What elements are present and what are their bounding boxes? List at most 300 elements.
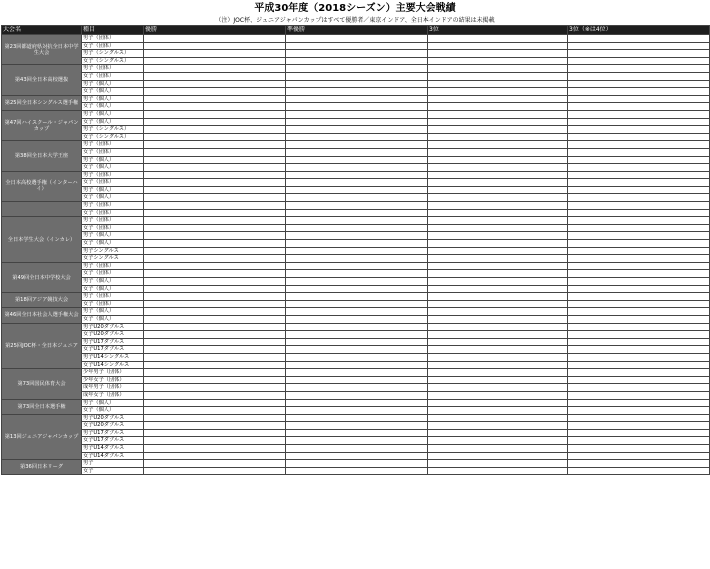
event-cell: 男子シングルス [82, 247, 144, 255]
tournament-name [2, 202, 82, 217]
tournament-name: 第18回アジア競技大会 [2, 293, 82, 308]
table-row [2, 126, 710, 134]
event-cell: 女子（団体） [82, 209, 144, 217]
runner-up-cell [286, 255, 428, 263]
third-fourth-cell [568, 308, 710, 316]
third-cell [428, 346, 568, 354]
third-fourth-cell [568, 467, 710, 475]
runner-up-cell [286, 57, 428, 65]
event-cell: 女子（団体） [82, 148, 144, 156]
winner-cell [144, 133, 286, 141]
table-row [2, 353, 710, 361]
event-cell: 男子（団体） [82, 141, 144, 149]
third-fourth-cell [568, 103, 710, 111]
third-fourth-cell [568, 437, 710, 445]
page-note: （注）JOC杯、ジュニアジャパンカップはすべて優勝者／東京インドア、全日本インドアの結果は未掲載 [215, 17, 495, 24]
third-cell [428, 399, 568, 407]
third-fourth-cell [568, 445, 710, 453]
winner-cell [144, 422, 286, 430]
runner-up-cell [286, 50, 428, 58]
tournament-name: 第23回都道府県対抗全日本中学生大会 [2, 35, 82, 65]
third-cell [428, 118, 568, 126]
third-cell [428, 384, 568, 392]
runner-up-cell [286, 118, 428, 126]
runner-up-cell [286, 186, 428, 194]
third-fourth-cell [568, 141, 710, 149]
winner-cell [144, 194, 286, 202]
table-row [2, 437, 710, 445]
winner-cell [144, 278, 286, 286]
event-cell: 男子 [82, 460, 144, 468]
third-fourth-cell [568, 65, 710, 73]
table-row [2, 285, 710, 293]
runner-up-cell [286, 323, 428, 331]
tournament-name: 第49回全日本中学校大会 [2, 262, 82, 292]
event-cell: 男子（個人） [82, 110, 144, 118]
third-cell [428, 194, 568, 202]
event-cell: 女子U20ダブルス [82, 331, 144, 339]
runner-up-cell [286, 285, 428, 293]
table-row [2, 429, 710, 437]
table-row [2, 361, 710, 369]
event-cell: 女子（団体） [82, 270, 144, 278]
third-cell [428, 300, 568, 308]
table-row [2, 399, 710, 407]
third-cell [428, 95, 568, 103]
third-fourth-cell [568, 95, 710, 103]
third-cell [428, 164, 568, 172]
table-row [2, 171, 710, 179]
winner-cell [144, 255, 286, 263]
table-row [2, 42, 710, 50]
winner-cell [144, 126, 286, 134]
event-cell: 男子（個人） [82, 308, 144, 316]
event-cell: 女子（団体） [82, 42, 144, 50]
third-fourth-cell [568, 452, 710, 460]
winner-cell [144, 391, 286, 399]
winner-cell [144, 414, 286, 422]
table-row [2, 338, 710, 346]
third-fourth-cell [568, 262, 710, 270]
event-cell: 女子（団体） [82, 179, 144, 187]
third-fourth-cell [568, 209, 710, 217]
third-cell [428, 422, 568, 430]
table-row [2, 156, 710, 164]
third-fourth-cell [568, 422, 710, 430]
third-fourth-cell [568, 186, 710, 194]
third-cell [428, 209, 568, 217]
third-cell [428, 57, 568, 65]
third-cell [428, 315, 568, 323]
winner-cell [144, 88, 286, 96]
third-fourth-cell [568, 346, 710, 354]
winner-cell [144, 376, 286, 384]
table-row [2, 293, 710, 301]
table-row [2, 452, 710, 460]
winner-cell [144, 80, 286, 88]
third-fourth-cell [568, 429, 710, 437]
table-row [2, 80, 710, 88]
table-header-row [2, 26, 710, 35]
third-fourth-cell [568, 331, 710, 339]
third-cell [428, 338, 568, 346]
runner-up-cell [286, 194, 428, 202]
third-fourth-cell [568, 57, 710, 65]
table-row [2, 133, 710, 141]
third-fourth-cell [568, 270, 710, 278]
winner-cell [144, 452, 286, 460]
third-fourth-cell [568, 407, 710, 415]
third-fourth-cell [568, 88, 710, 96]
runner-up-cell [286, 407, 428, 415]
runner-up-cell [286, 445, 428, 453]
table-row [2, 300, 710, 308]
table-row [2, 57, 710, 65]
tournament-name: 第36回日本リーグ [2, 460, 82, 475]
table-row [2, 467, 710, 475]
third-fourth-cell [568, 278, 710, 286]
tournament-name: 第73回全日本選手権 [2, 399, 82, 414]
winner-cell [144, 35, 286, 43]
tournament-name: 第25回全日本シングルス選手権 [2, 95, 82, 110]
winner-cell [144, 285, 286, 293]
event-cell: 女子シングルス [82, 255, 144, 263]
runner-up-cell [286, 262, 428, 270]
third-cell [428, 35, 568, 43]
table-row [2, 278, 710, 286]
table-row [2, 232, 710, 240]
runner-up-cell [286, 164, 428, 172]
table-row [2, 315, 710, 323]
winner-cell [144, 65, 286, 73]
runner-up-cell [286, 429, 428, 437]
table-row [2, 262, 710, 270]
winner-cell [144, 293, 286, 301]
event-cell: 男子（団体） [82, 293, 144, 301]
third-cell [428, 445, 568, 453]
event-cell: 女子U14ダブルス [82, 452, 144, 460]
event-cell: 少年男子（団体） [82, 369, 144, 377]
third-fourth-cell [568, 338, 710, 346]
third-cell [428, 323, 568, 331]
winner-cell [144, 50, 286, 58]
runner-up-cell [286, 35, 428, 43]
event-cell: 男子（団体） [82, 35, 144, 43]
table-row [2, 88, 710, 96]
runner-up-cell [286, 460, 428, 468]
winner-cell [144, 437, 286, 445]
third-fourth-cell [568, 50, 710, 58]
tournament-name: 第46回全日本社会人選手権大会 [2, 308, 82, 323]
event-cell: 女子（個人） [82, 285, 144, 293]
third-cell [428, 452, 568, 460]
winner-cell [144, 429, 286, 437]
event-cell: 男子（個人） [82, 399, 144, 407]
winner-cell [144, 338, 286, 346]
winner-cell [144, 57, 286, 65]
event-cell: 女子（個人） [82, 315, 144, 323]
third-cell [428, 308, 568, 316]
winner-cell [144, 141, 286, 149]
event-cell: 女子（個人） [82, 88, 144, 96]
winner-cell [144, 217, 286, 225]
third-cell [428, 407, 568, 415]
third-fourth-cell [568, 369, 710, 377]
third-cell [428, 156, 568, 164]
runner-up-cell [286, 399, 428, 407]
runner-up-cell [286, 232, 428, 240]
table-row [2, 186, 710, 194]
runner-up-cell [286, 331, 428, 339]
winner-cell [144, 300, 286, 308]
table-row [2, 202, 710, 210]
runner-up-cell [286, 376, 428, 384]
third-fourth-cell [568, 72, 710, 80]
third-fourth-cell [568, 361, 710, 369]
runner-up-cell [286, 88, 428, 96]
runner-up-cell [286, 278, 428, 286]
third-cell [428, 217, 568, 225]
third-fourth-cell [568, 156, 710, 164]
third-fourth-cell [568, 399, 710, 407]
third-cell [428, 126, 568, 134]
tournament-name: 第47回ハイスクール・ジャパンカップ [2, 110, 82, 140]
winner-cell [144, 270, 286, 278]
event-cell: 男子（個人） [82, 156, 144, 164]
event-cell: 女子（団体） [82, 224, 144, 232]
third-cell [428, 103, 568, 111]
header-third-fourth: 3位（※は4位） [568, 26, 710, 35]
table-row [2, 270, 710, 278]
runner-up-cell [286, 217, 428, 225]
event-cell: 男子（個人） [82, 186, 144, 194]
third-cell [428, 391, 568, 399]
third-fourth-cell [568, 217, 710, 225]
third-fourth-cell [568, 293, 710, 301]
runner-up-cell [286, 133, 428, 141]
event-cell: 男子U20ダブルス [82, 323, 144, 331]
runner-up-cell [286, 369, 428, 377]
third-cell [428, 141, 568, 149]
runner-up-cell [286, 346, 428, 354]
third-fourth-cell [568, 353, 710, 361]
third-fourth-cell [568, 171, 710, 179]
third-fourth-cell [568, 133, 710, 141]
third-fourth-cell [568, 35, 710, 43]
third-cell [428, 293, 568, 301]
event-cell: 女子（シングルス） [82, 57, 144, 65]
table-row [2, 65, 710, 73]
event-cell: 男子（個人） [82, 232, 144, 240]
table-row [2, 460, 710, 468]
winner-cell [144, 232, 286, 240]
table-row [2, 179, 710, 187]
third-cell [428, 429, 568, 437]
winner-cell [144, 315, 286, 323]
table-row [2, 407, 710, 415]
third-fourth-cell [568, 240, 710, 248]
winner-cell [144, 467, 286, 475]
event-cell: 男子（団体） [82, 217, 144, 225]
table-row [2, 164, 710, 172]
third-cell [428, 186, 568, 194]
table-row [2, 422, 710, 430]
third-cell [428, 202, 568, 210]
event-cell: 女子（個人） [82, 103, 144, 111]
table-row [2, 384, 710, 392]
third-fourth-cell [568, 376, 710, 384]
table-row [2, 50, 710, 58]
third-cell [428, 361, 568, 369]
event-cell: 女子U17ダブルス [82, 346, 144, 354]
runner-up-cell [286, 467, 428, 475]
third-cell [428, 353, 568, 361]
third-cell [428, 110, 568, 118]
table-row [2, 35, 710, 43]
winner-cell [144, 164, 286, 172]
runner-up-cell [286, 247, 428, 255]
third-cell [428, 414, 568, 422]
table-row [2, 414, 710, 422]
third-cell [428, 240, 568, 248]
winner-cell [144, 262, 286, 270]
third-fourth-cell [568, 202, 710, 210]
third-cell [428, 88, 568, 96]
winner-cell [144, 384, 286, 392]
event-cell: 男子U17ダブルス [82, 338, 144, 346]
third-fourth-cell [568, 315, 710, 323]
tournament-name: 第38回全日本大学王座 [2, 141, 82, 171]
event-cell: 男子（シングルス） [82, 50, 144, 58]
third-fourth-cell [568, 194, 710, 202]
table-row [2, 331, 710, 339]
winner-cell [144, 118, 286, 126]
tournament-name: 第73回国民体育大会 [2, 369, 82, 399]
event-cell: 少年女子（団体） [82, 376, 144, 384]
runner-up-cell [286, 95, 428, 103]
winner-cell [144, 103, 286, 111]
runner-up-cell [286, 353, 428, 361]
event-cell: 男子U17ダブルス [82, 429, 144, 437]
event-cell: 女子（個人） [82, 407, 144, 415]
winner-cell [144, 361, 286, 369]
winner-cell [144, 369, 286, 377]
table-row [2, 95, 710, 103]
third-cell [428, 148, 568, 156]
third-fourth-cell [568, 285, 710, 293]
third-cell [428, 437, 568, 445]
header-tournament: 大会名 [2, 26, 82, 35]
third-fourth-cell [568, 391, 710, 399]
table-row [2, 308, 710, 316]
third-cell [428, 467, 568, 475]
table-row [2, 391, 710, 399]
event-cell: 男子（個人） [82, 278, 144, 286]
table-row [2, 209, 710, 217]
table-row [2, 148, 710, 156]
results-table [1, 25, 710, 475]
winner-cell [144, 95, 286, 103]
third-cell [428, 460, 568, 468]
event-cell: 男子U14ダブルス [82, 445, 144, 453]
runner-up-cell [286, 209, 428, 217]
table-row [2, 346, 710, 354]
table-row [2, 369, 710, 377]
runner-up-cell [286, 361, 428, 369]
winner-cell [144, 171, 286, 179]
event-cell: 男子（団体） [82, 262, 144, 270]
third-fourth-cell [568, 80, 710, 88]
event-cell: 男子（団体） [82, 171, 144, 179]
third-fourth-cell [568, 179, 710, 187]
runner-up-cell [286, 72, 428, 80]
third-fourth-cell [568, 148, 710, 156]
winner-cell [144, 179, 286, 187]
event-cell: 女子（団体） [82, 72, 144, 80]
winner-cell [144, 42, 286, 50]
runner-up-cell [286, 308, 428, 316]
table-row [2, 110, 710, 118]
table-body [2, 35, 710, 475]
third-cell [428, 232, 568, 240]
winner-cell [144, 353, 286, 361]
runner-up-cell [286, 148, 428, 156]
runner-up-cell [286, 156, 428, 164]
third-cell [428, 285, 568, 293]
winner-cell [144, 240, 286, 248]
winner-cell [144, 156, 286, 164]
third-cell [428, 179, 568, 187]
runner-up-cell [286, 110, 428, 118]
tournament-name: 全日本高校選手権（インターハイ） [2, 171, 82, 201]
event-cell: 男子（個人） [82, 95, 144, 103]
winner-cell [144, 308, 286, 316]
third-fourth-cell [568, 110, 710, 118]
runner-up-cell [286, 300, 428, 308]
third-cell [428, 42, 568, 50]
runner-up-cell [286, 103, 428, 111]
header-runner-up: 準優勝 [286, 26, 428, 35]
table-row [2, 240, 710, 248]
winner-cell [144, 110, 286, 118]
winner-cell [144, 460, 286, 468]
third-fourth-cell [568, 42, 710, 50]
winner-cell [144, 399, 286, 407]
header-third: 3位 [428, 26, 568, 35]
third-cell [428, 278, 568, 286]
third-fourth-cell [568, 224, 710, 232]
third-cell [428, 133, 568, 141]
third-cell [428, 270, 568, 278]
winner-cell [144, 186, 286, 194]
event-cell: 女子（シングルス） [82, 133, 144, 141]
event-cell: 女子（個人） [82, 164, 144, 172]
runner-up-cell [286, 338, 428, 346]
third-cell [428, 255, 568, 263]
runner-up-cell [286, 65, 428, 73]
winner-cell [144, 72, 286, 80]
winner-cell [144, 445, 286, 453]
table-row [2, 217, 710, 225]
third-fourth-cell [568, 460, 710, 468]
third-cell [428, 72, 568, 80]
winner-cell [144, 323, 286, 331]
event-cell: 男子（団体） [82, 202, 144, 210]
runner-up-cell [286, 171, 428, 179]
third-cell [428, 65, 568, 73]
tournament-name: 第25回JOC杯・全日本ジュニア [2, 323, 82, 369]
third-fourth-cell [568, 255, 710, 263]
